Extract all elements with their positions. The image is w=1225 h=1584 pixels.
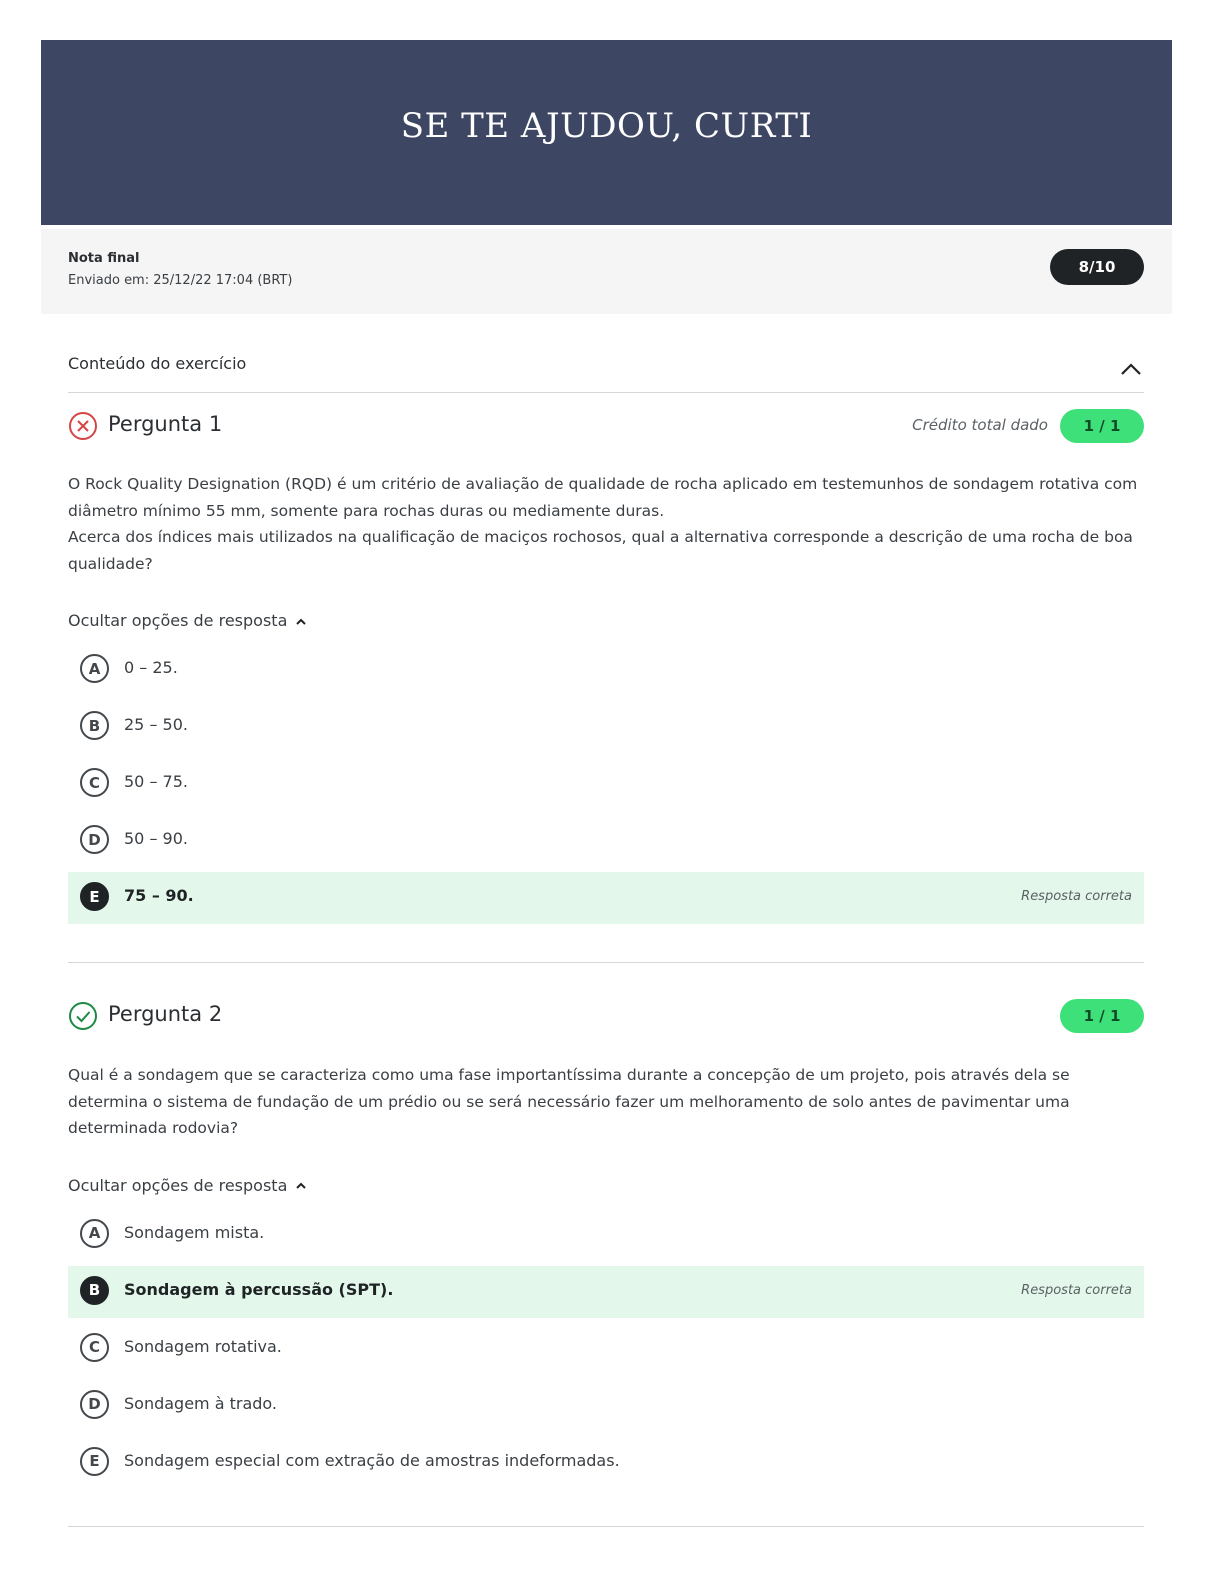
- option-text: 25 – 50.: [124, 715, 188, 734]
- exercise-content-header: [68, 346, 1144, 393]
- correct-answer-label: Resposta correta: [1021, 889, 1132, 904]
- question-title: Pergunta 2: [108, 1002, 223, 1026]
- collapse-section-button[interactable]: [1118, 356, 1144, 382]
- answer-option-a[interactable]: [68, 644, 1144, 696]
- answer-option-c[interactable]: [68, 1323, 1144, 1375]
- question-text: Qual é a sondagem que se caracteriza como uma fase importantíssima durante a concepção de um projeto, pois através dela se determina o sistema de fundação de um prédio ou se será necessário fazer um melhoramento de solo antes de pavimentar uma determinada rodovia?: [68, 1066, 1070, 1137]
- answer-options: [68, 1209, 1144, 1489]
- question-header: [68, 997, 1144, 1037]
- option-letter[interactable]: B: [80, 1276, 109, 1305]
- option-text: 75 – 90.: [124, 886, 194, 905]
- option-text: Sondagem mista.: [124, 1222, 265, 1242]
- question-2: [68, 997, 1144, 1494]
- banner-title: SE TE AJUDOU, CURTI: [400, 105, 813, 146]
- answer-options: [68, 644, 1144, 924]
- question-1: [68, 407, 1144, 929]
- option-letter[interactable]: E: [80, 1447, 109, 1476]
- chevron-up-icon: [295, 1181, 307, 1189]
- header-banner: [41, 40, 1172, 225]
- option-text: Sondagem rotativa.: [124, 1336, 282, 1356]
- option-text: Sondagem à percussão (SPT).: [124, 1279, 394, 1299]
- option-text: Sondagem à trado.: [124, 1393, 278, 1413]
- toggle-label: Ocultar opções de resposta: [68, 1175, 288, 1195]
- section-title: Conteúdo do exercício: [68, 354, 247, 373]
- option-text: 50 – 75.: [124, 772, 188, 791]
- question-text: O Rock Quality Designation (RQD) é um critério de avaliação de qualidade de rocha aplicado em testemunhos de sondagem rotativa com diâmetro mínimo 55 mm, somente para rochas duras ou mediamente duras.: [68, 475, 1138, 520]
- question-divider: [68, 1526, 1144, 1527]
- answer-option-b[interactable]: [68, 1266, 1144, 1318]
- answer-option-e[interactable]: [68, 1437, 1144, 1489]
- correct-check-icon: [68, 1001, 98, 1031]
- chevron-up-icon: [1120, 362, 1142, 376]
- credit-given-text: Crédito total dado: [912, 416, 1048, 434]
- hide-answer-options-toggle[interactable]: [68, 611, 307, 630]
- question-divider: [68, 962, 1144, 963]
- answer-option-d[interactable]: [68, 815, 1144, 867]
- option-text: 0 – 25.: [124, 658, 178, 677]
- option-letter[interactable]: B: [80, 711, 109, 740]
- option-letter[interactable]: A: [80, 1219, 109, 1248]
- answer-option-a[interactable]: [68, 1209, 1144, 1261]
- chevron-up-icon: [295, 617, 307, 625]
- question-score-badge: 1 / 1: [1060, 999, 1144, 1033]
- answer-option-d[interactable]: [68, 1380, 1144, 1432]
- question-header: [68, 407, 1144, 447]
- answer-option-c[interactable]: [68, 758, 1144, 810]
- option-letter[interactable]: C: [80, 1333, 109, 1362]
- question-title: Pergunta 1: [108, 412, 223, 436]
- toggle-label: Ocultar opções de resposta: [68, 611, 288, 630]
- incorrect-x-icon: [68, 411, 98, 441]
- final-grade-label: Nota final: [68, 251, 140, 266]
- question-text: Acerca dos índices mais utilizados na qualificação de maciços rochosos, qual a alternativa corresponde a descrição de uma rocha de boa qualidade?: [68, 528, 1133, 573]
- score-badge: 8/10: [1050, 249, 1144, 285]
- option-letter[interactable]: E: [80, 882, 109, 911]
- correct-answer-label: Resposta correta: [1021, 1282, 1132, 1298]
- option-letter[interactable]: A: [80, 654, 109, 683]
- answer-option-b[interactable]: [68, 701, 1144, 753]
- option-text: Sondagem especial com extração de amostras indeformadas.: [124, 1450, 620, 1470]
- option-text: 50 – 90.: [124, 829, 188, 848]
- option-letter[interactable]: D: [80, 825, 109, 854]
- hide-answer-options-toggle[interactable]: [68, 1176, 307, 1195]
- option-letter[interactable]: D: [80, 1390, 109, 1419]
- question-score-badge: 1 / 1: [1060, 409, 1144, 443]
- submitted-date: Enviado em: 25/12/22 17:04 (BRT): [68, 273, 293, 288]
- option-letter[interactable]: C: [80, 768, 109, 797]
- answer-option-e[interactable]: [68, 872, 1144, 924]
- final-grade-panel: [41, 229, 1172, 314]
